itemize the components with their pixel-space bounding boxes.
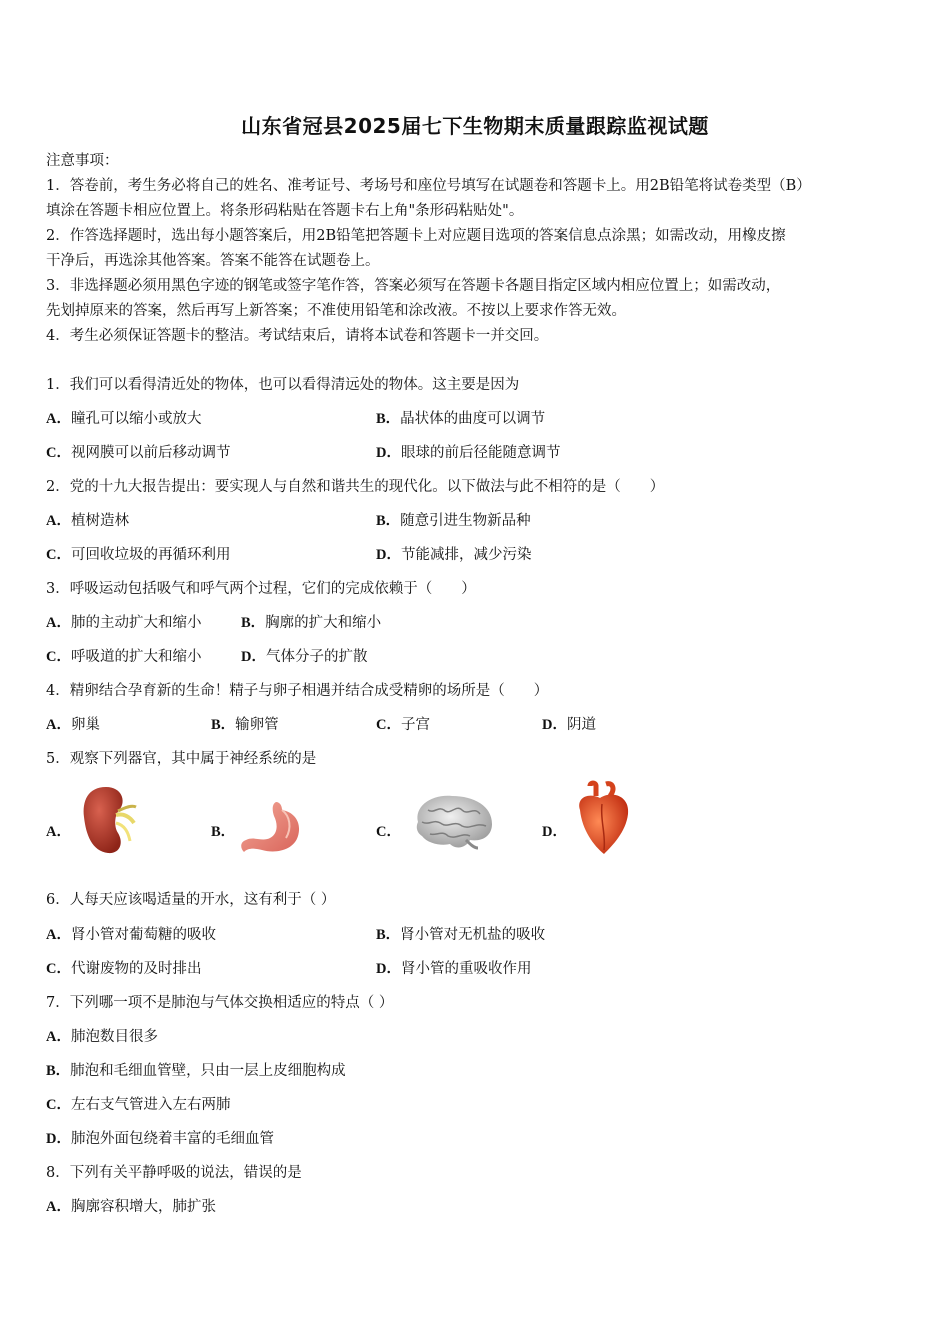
option-label: C． [46,961,71,977]
option-text: 随意引进生物新品种 [400,513,531,529]
option-text: 肺的主动扩大和缩小 [70,615,202,631]
option-label: B． [241,615,266,631]
kidney-icon [78,783,140,857]
option-a [46,409,201,429]
option-label: B． [46,1063,71,1079]
option-text: 左右支气管进入左右两肺 [70,1097,231,1113]
question-stem: 4．精卵结合孕育新的生命！精子与卵子相遇并结合成受精卵的场所是（ ） [46,683,549,699]
question-stem: 2．党的十九大报告提出：要实现人与自然和谐共生的现代化。以下做法与此不相符的是（ ） [46,479,665,495]
option-label: A． [46,615,71,631]
brain-icon [408,792,496,854]
option-label: D． [241,649,266,665]
option-label: D． [376,445,401,461]
option-label: D． [542,824,567,840]
option-d [542,715,596,735]
option-text: 晶状体的曲度可以调节 [400,411,546,427]
option-c [376,715,430,735]
option-b [211,715,279,735]
option-text: 肾小管的重吸收作用 [400,961,532,977]
option-b [376,409,545,429]
option-label: C． [376,824,401,840]
option-label: B． [376,513,401,529]
notice-line: 先划掉原来的答案，然后再写上新答案；不准使用铅笔和涂改液。不按以上要求作答无效。 [46,303,626,319]
notice-line: 3．非选择题必须用黑色字迹的钢笔或签字笔作答，答案必须写在答题卡各题目指定区域内相应位置上；如需改动， [46,278,781,294]
option-text: 气体分子的扩散 [265,649,368,665]
option-a [46,715,100,735]
option-label: B． [376,927,401,943]
option-b [376,925,545,945]
option-text: 肾小管对葡萄糖的吸收 [70,927,216,943]
option-text: 胸廓容积增大，肺扩张 [70,1199,216,1215]
notice-line: 干净后，再选涂其他答案。答案不能答在试题卷上。 [46,253,380,269]
option-text: 呼吸道的扩大和缩小 [70,649,202,665]
option-label: D． [376,961,401,977]
option-b [376,511,531,531]
option-label: A． [46,411,71,427]
option-d [376,443,560,463]
option-b [46,1061,346,1081]
option-text: 子宫 [400,717,430,733]
option-text: 眼球的前后径能随意调节 [400,445,561,461]
option-label: C． [46,547,71,563]
option-label: C． [46,649,71,665]
heart-icon [572,780,634,856]
option-d [376,959,531,979]
option-label: D． [46,1131,71,1147]
option-text: 肺泡外面包绕着丰富的毛细血管 [70,1131,274,1147]
option-text: 卵巢 [70,717,100,733]
option-c [46,545,230,565]
page-title: 山东省冠县2025届七下生物期末质量跟踪监视试题 [241,114,709,138]
question-stem: 1．我们可以看得清近处的物体，也可以看得清远处的物体。这主要是因为 [46,377,520,393]
option-d [241,647,367,667]
notice-line: 2．作答选择题时，选出每小题答案后，用2B铅笔把答题卡上对应题目选项的答案信息点涂黑；如需改动，用橡皮擦 [46,228,786,244]
option-d [376,545,531,565]
option-text: 肺泡和毛细血管壁，只由一层上皮细胞构成 [70,1063,346,1079]
option-label: A． [46,824,71,840]
option-text: 视网膜可以前后移动调节 [70,445,231,461]
option-label: A． [46,513,71,529]
option-label: A． [46,1029,71,1045]
option-label: A． [46,927,71,943]
question-stem: 6．人每天应该喝适量的开水，这有利于（ ） [46,892,336,908]
option-text: 节能减排，减少污染 [400,547,532,563]
option-text: 瞳孔可以缩小或放大 [70,411,202,427]
option-text: 输卵管 [235,717,279,733]
option-a [46,613,201,633]
option-label: A． [46,1199,71,1215]
notice-line: 1．答卷前，考生务必将自己的姓名、准考证号、考场号和座位号填写在试题卷和答题卡上。用2B铅笔将试卷类型（B） [46,178,811,194]
question-stem: 5．观察下列器官，其中属于神经系统的是 [46,751,317,767]
option-c [46,1095,230,1115]
option-d [46,1129,274,1149]
question-stem: 8．下列有关平静呼吸的说法，错误的是 [46,1165,302,1181]
option-a [46,1027,158,1047]
option-a [46,925,216,945]
option-a [46,1197,216,1217]
option-label: C． [46,445,71,461]
option-text: 胸廓的扩大和缩小 [265,615,382,631]
question-stem: 7．下列哪一项不是肺泡与气体交换相适应的特点（ ） [46,995,394,1011]
option-label: B． [211,824,236,840]
option-label: B． [376,411,401,427]
option-text: 肾小管对无机盐的吸收 [400,927,546,943]
option-c [46,959,201,979]
option-text: 代谢废物的及时排出 [70,961,202,977]
option-c [46,647,201,667]
option-c [46,443,230,463]
option-label: B． [211,717,236,733]
notice-line: 4．考生必须保证答题卡的整洁。考试结束后，请将本试卷和答题卡一并交回。 [46,328,549,344]
stomach-icon [236,798,304,856]
option-text: 可回收垃圾的再循环利用 [70,547,231,563]
notice-line: 填涂在答题卡相应位置上。将条形码粘贴在答题卡右上角"条形码粘贴处"。 [46,203,524,219]
option-label: D． [542,717,567,733]
option-label: C． [376,717,401,733]
question-stem: 3．呼吸运动包括吸气和呼气两个过程，它们的完成依赖于（ ） [46,581,476,597]
option-b [241,613,381,633]
option-text: 植树造林 [70,513,129,529]
option-label: C． [46,1097,71,1113]
option-text: 肺泡数目很多 [70,1029,158,1045]
option-text: 阴道 [566,717,596,733]
option-label: A． [46,717,71,733]
notice-heading: 注意事项： [46,153,119,169]
option-a [46,511,129,531]
option-label: D． [376,547,401,563]
